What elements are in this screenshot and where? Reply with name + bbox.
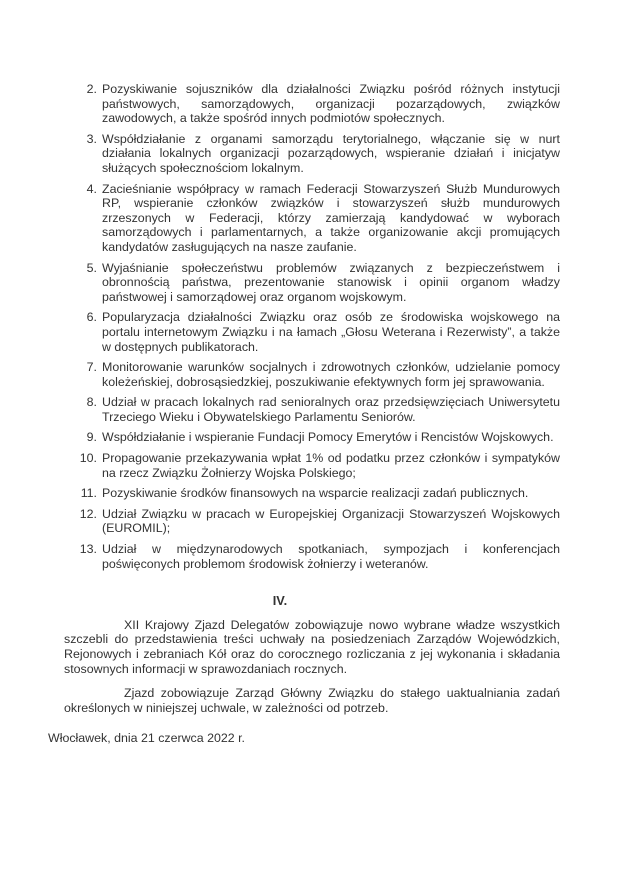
list-item xyxy=(0,310,560,354)
item-number: 9. xyxy=(86,430,97,445)
item-text: Pozyskiwanie sojuszników dla działalności Związku pośród różnych instytucji państwowych, samorządowych, organizacji pozarządowych, związków zawodowych, a także spośród innych podmiotów społecznych. xyxy=(102,82,560,126)
item-number: 8. xyxy=(86,395,97,410)
item-number: 10. xyxy=(79,451,97,466)
item-text: Propagowanie przekazywania wpłat 1% od podatku przez członków i sympatyków na rzecz Związku Żołnierzy Wojska Polskiego; xyxy=(102,451,560,480)
list-item xyxy=(0,507,560,536)
item-text: Popularyzacja działalności Związku oraz osób ze środowiska wojskowego na portalu internetowym Związku i na łamach „Głosu Weterana i Rezerwisty”, a także w dostępnych publikatorach. xyxy=(102,310,560,354)
list-item xyxy=(0,395,560,424)
item-text: Pozyskiwanie środków finansowych na wsparcie realizacji zadań publicznych. xyxy=(102,486,529,501)
date-line: Włocławek, dnia 21 czerwca 2022 r. xyxy=(48,731,245,746)
body-paragraph: XII Krajowy Zjazd Delegatów zobowiązuje nowo wybrane władze wszystkich szczebli do przedstawienia treści uchwały na posiedzeniach Zarządów Wojewódzkich, Rejonowych i zebraniach Kół oraz do corocznego rozliczania z jej wykonania i składania stosownych informacji w sprawozdaniach rocznych. xyxy=(64,617,560,676)
list-item xyxy=(0,82,560,126)
item-number: 13. xyxy=(79,542,97,557)
item-number: 3. xyxy=(86,131,97,146)
item-number: 12. xyxy=(79,506,97,521)
item-text: Udział w pracach lokalnych rad senioralnych oraz przedsięwzięciach Uniwersytetu Trzeciego Wieku i Obywatelskiego Parlamentu Seniorów. xyxy=(102,395,560,424)
list-item xyxy=(0,542,560,571)
item-number: 11. xyxy=(80,486,97,501)
item-number: 2. xyxy=(86,82,97,96)
numbered-list xyxy=(0,82,560,571)
section-heading: IV. xyxy=(272,593,288,609)
item-text: Udział w międzynarodowych spotkaniach, sympozjach i konferencjach poświęconych problemom środowisk żołnierzy i weteranów. xyxy=(102,542,560,571)
list-item xyxy=(0,486,560,501)
item-text: Zacieśnianie współpracy w ramach Federacji Stowarzyszeń Służb Mundurowych RP, wspieranie członków związków i stowarzyszeń służb mundurowych zrzeszonych w Federacji, którzy zamierzają kandydować w wyborach samorządowych i parlamentarnych, a także organizowanie akcji promujących kandydatów zasługujących na nasze zaufanie. xyxy=(102,181,560,254)
list-item xyxy=(0,451,560,480)
item-number: 4. xyxy=(86,181,97,196)
item-number: 5. xyxy=(86,260,97,275)
list-item xyxy=(0,132,560,176)
item-text: Monitorowanie warunków socjalnych i zdrowotnych członków, udzielanie pomocy koleżeńskiej, dobrosąsiedzkiej, poszukiwanie efektywnych form jej sprawowania. xyxy=(102,360,560,389)
item-text: Współdziałanie i wspieranie Fundacji Pomocy Emerytów i Rencistów Wojskowych. xyxy=(102,430,554,445)
item-text: Współdziałanie z organami samorządu terytorialnego, włączanie się w nurt działania lokalnych organizacji pozarządowych, wspieranie działań i inicjatyw służących społecznościom lokalnym. xyxy=(102,131,560,175)
item-number: 7. xyxy=(86,360,97,375)
body-paragraph: Zjazd zobowiązuje Zarząd Główny Związku do stałego uaktualniania zadań określonych w niniejszej uchwale, w zależności od potrzeb. xyxy=(64,686,560,715)
item-text: Wyjaśnianie społeczeństwu problemów związanych z bezpieczeństwem i obronnością państwa, prezentowanie stanowisk i opinii organom władzy państwowej i samorządowej oraz organom wojskowym. xyxy=(102,260,560,304)
item-text: Udział Związku w pracach w Europejskiej Organizacji Stowarzyszeń Wojskowych (EUROMIL); xyxy=(102,506,560,536)
list-item xyxy=(0,430,560,445)
list-item xyxy=(0,261,560,305)
item-number: 6. xyxy=(86,310,97,325)
list-item xyxy=(0,182,560,255)
list-item xyxy=(0,360,560,389)
